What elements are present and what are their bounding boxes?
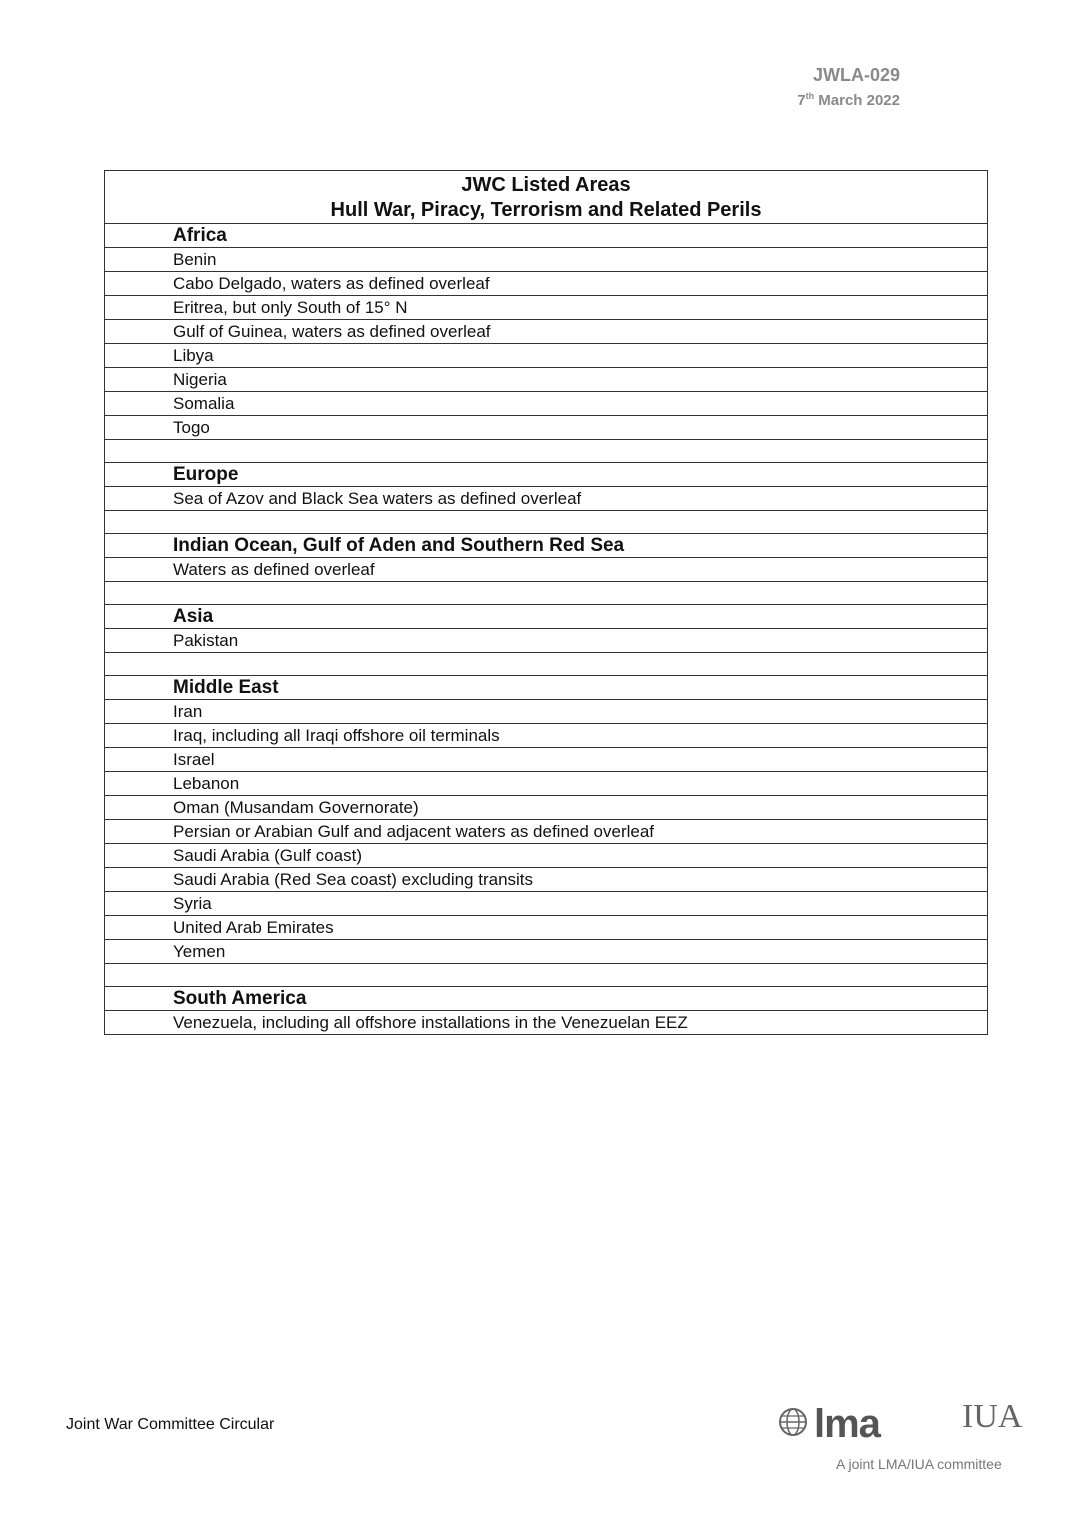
listed-area-cell: Saudi Arabia (Red Sea coast) excluding transits [105, 868, 988, 892]
table-row [105, 772, 988, 796]
listed-area-cell: Saudi Arabia (Gulf coast) [105, 844, 988, 868]
region-heading: Asia [105, 605, 988, 629]
blank-cell [105, 964, 988, 987]
table-title-row [105, 171, 988, 224]
reference-code: JWLA-029 [812, 65, 900, 85]
table-row [105, 368, 988, 392]
listed-areas-body [105, 171, 988, 1035]
region-row [105, 676, 988, 700]
listed-area-cell: Iran [105, 700, 988, 724]
listed-area-cell: Libya [105, 344, 988, 368]
region-heading: Middle East [105, 676, 988, 700]
table-row [105, 724, 988, 748]
blank-separator-row [105, 653, 988, 676]
region-row [105, 534, 988, 558]
region-heading: Africa [105, 224, 988, 248]
table-row [105, 392, 988, 416]
table-row [105, 1011, 988, 1035]
listed-area-cell: Gulf of Guinea, waters as defined overleaf [105, 320, 988, 344]
footer-circular-label: Joint War Committee Circular [66, 1416, 275, 1433]
blank-cell [105, 653, 988, 676]
listed-area-cell: Israel [105, 748, 988, 772]
issue-date [797, 86, 900, 111]
region-row [105, 605, 988, 629]
listed-area-cell: Syria [105, 892, 988, 916]
table-row [105, 296, 988, 320]
listed-area-cell: Lebanon [105, 772, 988, 796]
table-row [105, 558, 988, 582]
table-row [105, 844, 988, 868]
listed-area-cell: Somalia [105, 392, 988, 416]
date-day: 7 [797, 92, 806, 109]
table-row [105, 320, 988, 344]
blank-separator-row [105, 440, 988, 463]
listed-area-cell: Yemen [105, 940, 988, 964]
blank-cell [105, 440, 988, 463]
listed-areas-table [104, 170, 988, 1035]
table-row [105, 416, 988, 440]
listed-area-cell: Oman (Musandam Governorate) [105, 796, 988, 820]
table-row [105, 487, 988, 511]
table-subtitle: Hull War, Piracy, Terrorism and Related Perils [330, 199, 762, 221]
table-row [105, 868, 988, 892]
table-row [105, 629, 988, 653]
listed-area-cell: Togo [105, 416, 988, 440]
listed-area-cell: Waters as defined overleaf [105, 558, 988, 582]
listed-area-cell: Cabo Delgado, waters as defined overleaf [105, 272, 988, 296]
table-title: JWC Listed Areas [461, 174, 631, 196]
iua-logo: IUA [962, 1398, 1023, 1435]
blank-separator-row [105, 511, 988, 534]
document-reference [797, 64, 900, 111]
listed-area-cell: Venezuela, including all offshore installations in the Venezuelan EEZ [105, 1011, 988, 1035]
listed-area-cell: United Arab Emirates [105, 916, 988, 940]
blank-separator-row [105, 582, 988, 605]
blank-cell [105, 582, 988, 605]
lma-logo-text: lma [814, 1402, 880, 1446]
table-row [105, 344, 988, 368]
lma-logo [778, 1402, 880, 1447]
table-row [105, 248, 988, 272]
region-row [105, 224, 988, 248]
listed-area-cell: Pakistan [105, 629, 988, 653]
region-row [105, 463, 988, 487]
region-heading: Europe [105, 463, 988, 487]
region-row [105, 987, 988, 1011]
footer-committee-note: A joint LMA/IUA committee [836, 1456, 1002, 1472]
listed-area-cell: Iraq, including all Iraqi offshore oil terminals [105, 724, 988, 748]
table-row [105, 748, 988, 772]
blank-separator-row [105, 964, 988, 987]
table-row [105, 700, 988, 724]
table-row [105, 272, 988, 296]
table-row [105, 820, 988, 844]
globe-icon [778, 1407, 808, 1442]
listed-area-cell: Persian or Arabian Gulf and adjacent waters as defined overleaf [105, 820, 988, 844]
table-row [105, 892, 988, 916]
table-row [105, 796, 988, 820]
listed-area-cell: Sea of Azov and Black Sea waters as defined overleaf [105, 487, 988, 511]
region-heading: Indian Ocean, Gulf of Aden and Southern Red Sea [105, 534, 988, 558]
listed-area-cell: Eritrea, but only South of 15° N [105, 296, 988, 320]
date-suffix: th [805, 91, 815, 101]
table-row [105, 916, 988, 940]
table-title-cell [105, 171, 988, 224]
listed-area-cell: Benin [105, 248, 988, 272]
listed-area-cell: Nigeria [105, 368, 988, 392]
date-month-year: March 2022 [814, 92, 900, 109]
table-row [105, 940, 988, 964]
blank-cell [105, 511, 988, 534]
region-heading: South America [105, 987, 988, 1011]
